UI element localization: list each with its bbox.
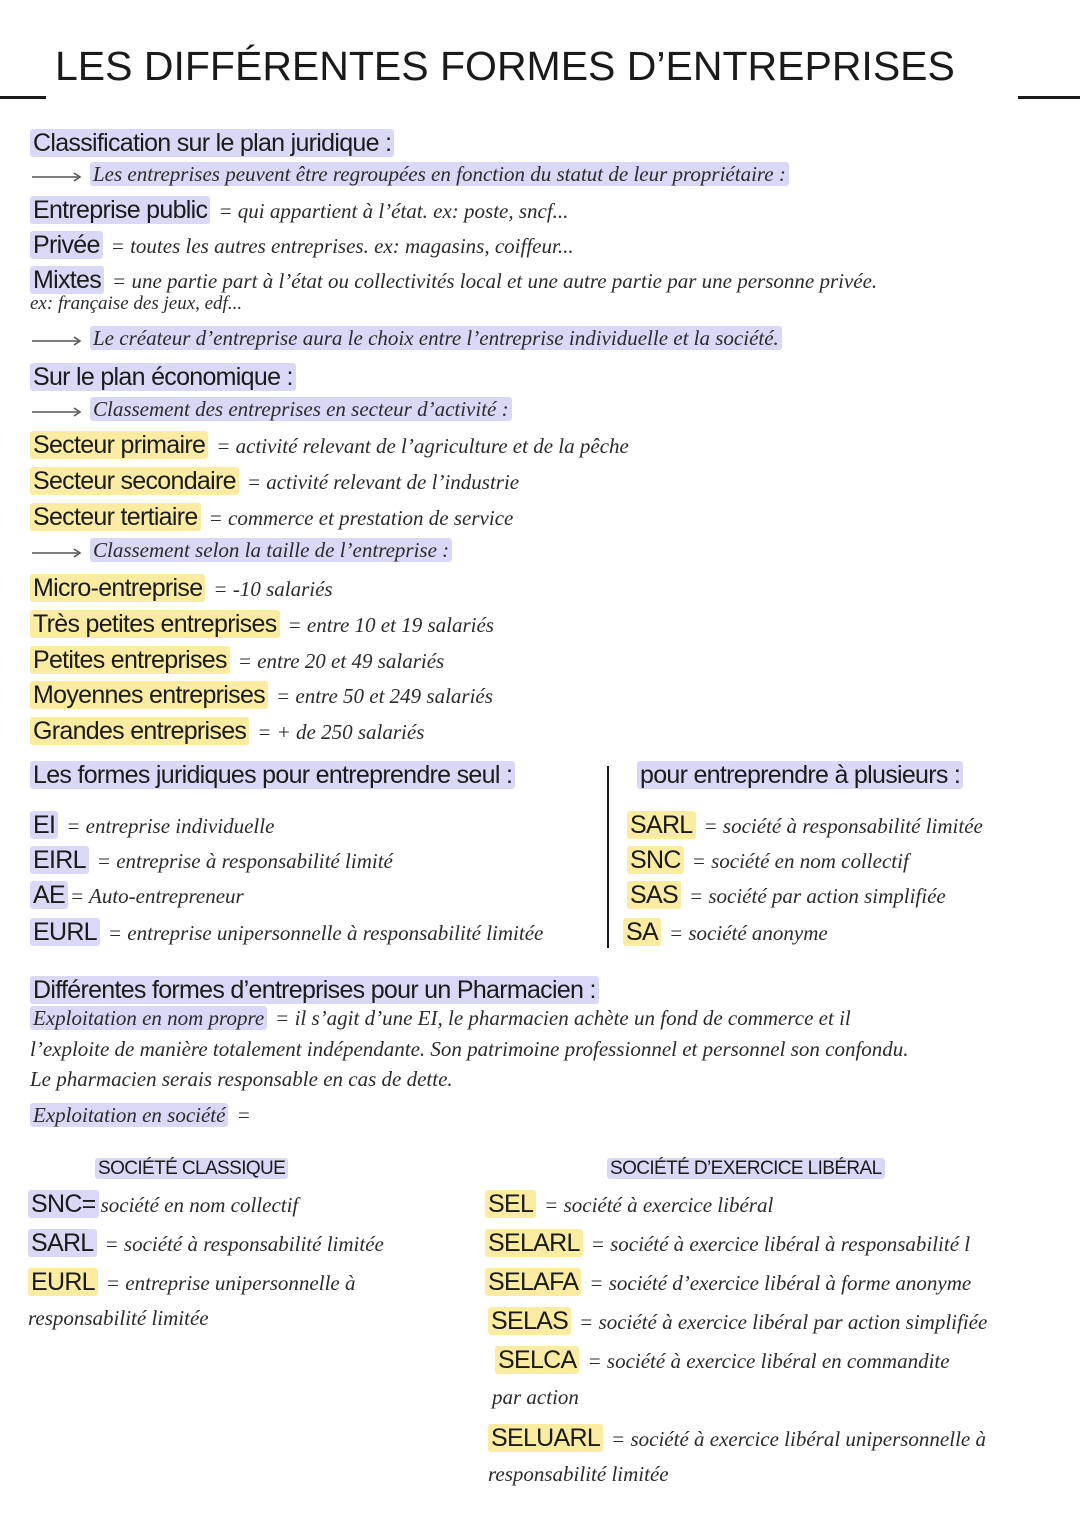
term-sa: SA	[623, 918, 661, 946]
column-divider	[607, 766, 609, 948]
definition: = société à exercice libéral à responsabilité l	[590, 1232, 971, 1256]
title-rule-left	[0, 96, 46, 99]
definition-continuation: par action	[492, 1385, 579, 1409]
term-ei: EI	[30, 811, 58, 839]
taille-intro: Classement selon la taille de l’entreprise :	[90, 538, 452, 562]
juridique-heading-line	[30, 128, 394, 158]
arrow-icon	[30, 170, 84, 184]
definition: = entreprise à responsabilité limité	[96, 849, 393, 873]
secteur-item	[30, 466, 519, 496]
term-snc: SNC	[627, 846, 684, 874]
seul-item	[30, 810, 274, 840]
secteur-item	[30, 502, 513, 532]
term-grandes-entreprises: Grandes entreprises	[30, 717, 249, 745]
economique-heading: Sur le plan économique :	[30, 363, 296, 391]
seluarl-continuation	[488, 1462, 669, 1487]
definition: = société anonyme	[668, 921, 828, 945]
societe-line	[30, 1103, 251, 1128]
selca-continuation	[492, 1385, 579, 1410]
term-snc: SNC=	[28, 1190, 99, 1218]
separator: =	[236, 1103, 251, 1127]
term-secteur-primaire: Secteur primaire	[30, 431, 208, 459]
liberal-item	[495, 1345, 950, 1375]
classique-heading: SOCIÉTÉ CLASSIQUE	[95, 1158, 288, 1179]
nom-propre-line	[30, 1067, 453, 1092]
liberal-heading-line	[607, 1158, 885, 1181]
liberal-item	[485, 1267, 971, 1297]
paragraph-line: l’exploite de manière totalement indépendante. Son patrimoine professionnel et personnel son confondu.	[30, 1037, 909, 1061]
plusieurs-item	[627, 845, 909, 875]
term-sas: SAS	[627, 881, 681, 909]
term-seluarl: SELUARL	[488, 1424, 603, 1452]
taille-intro-line	[30, 538, 452, 563]
liberal-item	[485, 1228, 970, 1258]
juridique-note: Le créateur d’entreprise aura le choix entre l’entreprise individuelle et la société.	[90, 326, 782, 350]
definition-continuation: responsabilité limitée	[488, 1462, 669, 1486]
mixtes-example-line	[30, 293, 242, 316]
term-sel: SEL	[485, 1190, 536, 1218]
economique-heading-line	[30, 362, 296, 392]
term-sarl: SARL	[627, 811, 696, 839]
definition: = société par action simplifiée	[688, 884, 946, 908]
arrow-icon	[30, 546, 84, 560]
definition: = société à exercice libéral en commandite	[587, 1349, 950, 1373]
arrow-icon	[30, 405, 84, 419]
definition: = commerce et prestation de service	[208, 506, 514, 530]
term-selas: SELAS	[488, 1307, 571, 1335]
liberal-item	[485, 1189, 773, 1219]
definition: = société à responsabilité limitée	[104, 1232, 384, 1256]
definition: = société à exercice libéral par action simplifiée	[579, 1310, 988, 1334]
definition: = + de 250 salariés	[257, 720, 425, 744]
plusieurs-item	[627, 880, 946, 910]
juridique-note-line	[30, 326, 782, 351]
definition: = entre 20 et 49 salariés	[237, 649, 445, 673]
term-micro-entreprise: Micro-entreprise	[30, 574, 205, 602]
plusieurs-heading-line	[637, 760, 963, 790]
nom-propre-line	[30, 1037, 909, 1062]
seul-item	[30, 845, 393, 875]
definition: = entre 10 et 19 salariés	[287, 613, 494, 637]
juridique-item	[30, 230, 574, 260]
juridique-intro: Les entreprises peuvent être regroupées en fonction du statut de leur propriétaire :	[90, 162, 789, 186]
taille-item	[30, 645, 444, 675]
definition: = société à exercice libéral unipersonnelle à	[611, 1427, 986, 1451]
juridique-item	[30, 265, 877, 295]
definition: = qui appartient à l’état. ex: poste, sncf...	[218, 199, 569, 223]
term-eurl: EURL	[30, 918, 100, 946]
seul-item	[30, 917, 543, 947]
secteur-intro: Classement des entreprises en secteur d’activité :	[90, 397, 512, 421]
pharmacien-heading-line	[30, 975, 599, 1005]
taille-item	[30, 573, 333, 603]
seul-item	[30, 880, 244, 910]
term-selafa: SELAFA	[485, 1268, 581, 1296]
term-privee: Privée	[30, 231, 103, 259]
definition: = société à exercice libéral	[544, 1193, 774, 1217]
arrow-icon	[30, 334, 84, 348]
nom-propre-line	[30, 1006, 851, 1031]
secteur-intro-line	[30, 397, 512, 422]
term-eirl: EIRL	[30, 846, 89, 874]
secteur-item	[30, 430, 629, 460]
term-tres-petites-entreprises: Très petites entreprises	[30, 610, 280, 638]
liberal-heading: SOCIÉTÉ D’EXERCICE LIBÉRAL	[607, 1158, 885, 1179]
taille-item	[30, 716, 424, 746]
classique-item	[28, 1189, 298, 1219]
pharmacien-heading: Différentes formes d’entreprises pour un Pharmacien :	[30, 976, 599, 1004]
term-secteur-tertiaire: Secteur tertiaire	[30, 503, 201, 531]
plusieurs-heading: pour entreprendre à plusieurs :	[637, 761, 963, 789]
definition: = toutes les autres entreprises. ex: magasins, coiffeur...	[110, 234, 574, 258]
term-mixtes: Mixtes	[30, 266, 104, 294]
classique-continuation	[28, 1306, 209, 1331]
definition: = -10 salariés	[213, 577, 333, 601]
liberal-item	[488, 1423, 986, 1453]
definition: société en nom collectif	[100, 1193, 299, 1217]
term-exploitation-nom-propre: Exploitation en nom propre	[30, 1006, 267, 1030]
definition: = société à responsabilité limitée	[703, 814, 983, 838]
plusieurs-item	[627, 810, 983, 840]
definition: = Auto-entrepreneur	[69, 884, 244, 908]
term-ae: AE	[30, 881, 68, 909]
classique-item	[28, 1267, 356, 1297]
definition: = activité relevant de l’agriculture et de la pêche	[216, 434, 629, 458]
page-title: LES DIFFÉRENTES FORMES D’ENTREPRISES	[55, 43, 955, 89]
definition: = société en nom collectif	[691, 849, 909, 873]
paragraph-line: = il s’agit d’une EI, le pharmacien achète un fond de commerce et il	[275, 1006, 851, 1030]
classique-heading-line	[95, 1158, 288, 1181]
definition: = société d’exercice libéral à forme anonyme	[589, 1271, 972, 1295]
taille-item	[30, 680, 493, 710]
term-entreprise-public: Entreprise public	[30, 196, 210, 224]
juridique-item	[30, 195, 568, 225]
taille-item	[30, 609, 494, 639]
definition-continuation: responsabilité limitée	[28, 1306, 209, 1330]
term-secteur-secondaire: Secteur secondaire	[30, 467, 239, 495]
term-sarl: SARL	[28, 1229, 97, 1257]
paragraph-line: Le pharmacien serais responsable en cas de dette.	[30, 1067, 453, 1091]
definition: = une partie part à l’état ou collectivités local et une autre partie par une personne privée.	[112, 269, 878, 293]
definition: = entreprise individuelle	[66, 814, 275, 838]
term-moyennes-entreprises: Moyennes entreprises	[30, 681, 268, 709]
definition: = entreprise unipersonnelle à responsabilité limitée	[107, 921, 544, 945]
classique-item	[28, 1228, 384, 1258]
title-rule-right	[1018, 96, 1080, 99]
mixtes-example: ex: française des jeux, edf...	[30, 293, 243, 314]
term-selarl: SELARL	[485, 1229, 583, 1257]
definition: = entre 50 et 249 salariés	[275, 684, 493, 708]
seul-heading: Les formes juridiques pour entreprendre seul :	[30, 761, 515, 789]
term-selca: SELCA	[495, 1346, 579, 1374]
liberal-item	[488, 1306, 987, 1336]
definition: = activité relevant de l’industrie	[246, 470, 520, 494]
plusieurs-item	[623, 917, 828, 947]
term-exploitation-societe: Exploitation en société	[30, 1103, 228, 1127]
definition: = entreprise unipersonnelle à	[105, 1271, 356, 1295]
term-petites-entreprises: Petites entreprises	[30, 646, 230, 674]
juridique-heading: Classification sur le plan juridique :	[30, 129, 394, 157]
term-eurl: EURL	[28, 1268, 98, 1296]
juridique-intro-line	[30, 162, 789, 187]
seul-heading-line	[30, 760, 515, 790]
